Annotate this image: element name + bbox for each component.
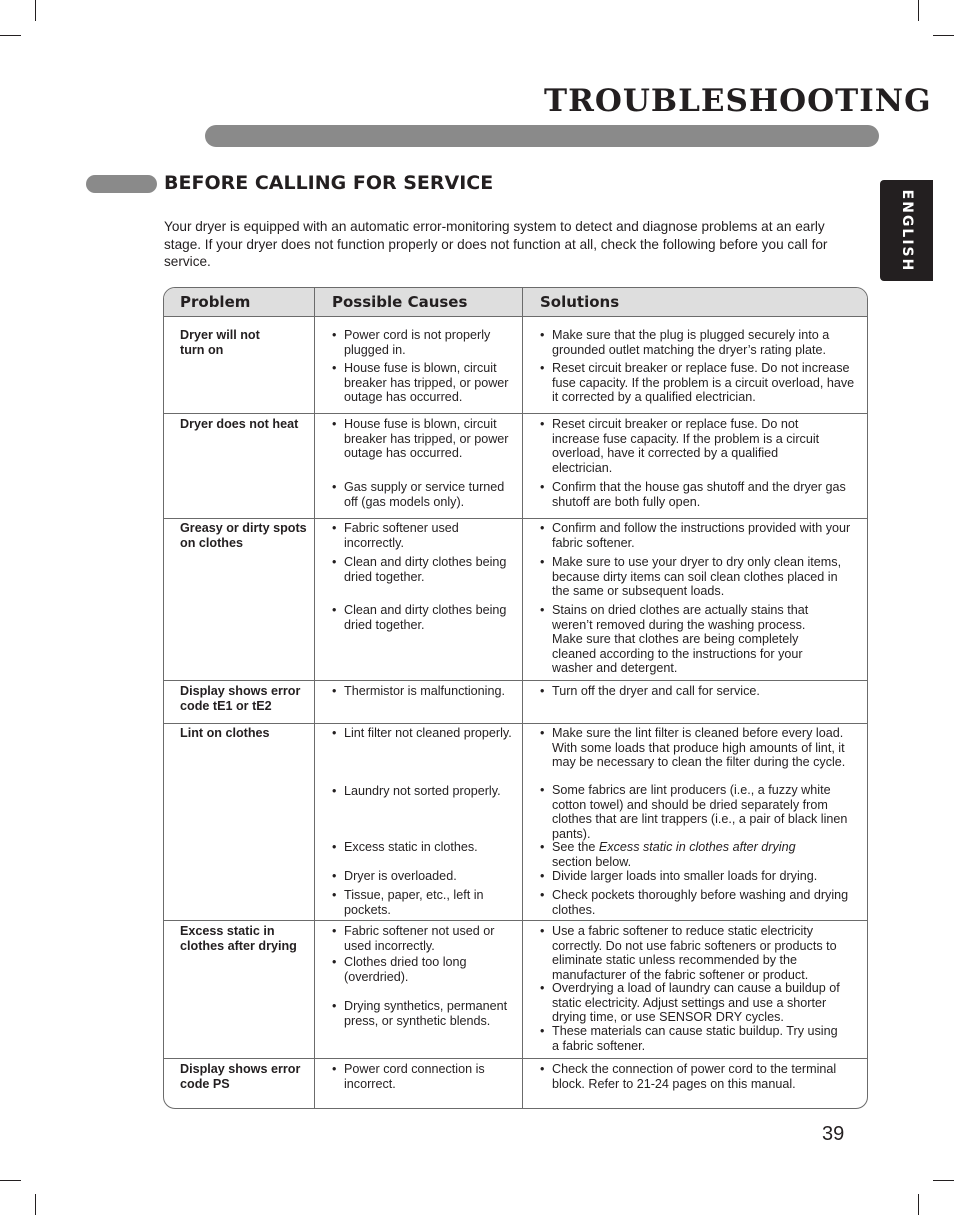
solution-item: • Check pockets thoroughly before washing and drying clothes. xyxy=(540,888,852,917)
section-heading: BEFORE CALLING FOR SERVICE xyxy=(164,172,494,194)
cause-item: • House fuse is blown, circuit breaker has tripped, or power outage has occurred. xyxy=(332,417,516,461)
solution-item xyxy=(540,840,822,869)
cause-item: • Gas supply or service turned off (gas models only). xyxy=(332,480,516,509)
column-divider xyxy=(314,288,315,1108)
section-marker-pill xyxy=(86,175,157,193)
row-divider xyxy=(164,1058,867,1059)
page-title: TROUBLESHOOTING xyxy=(544,83,932,119)
cause-item: • House fuse is blown, circuit breaker has tripped, or power outage has occurred. xyxy=(332,361,514,405)
crop-mark xyxy=(918,1194,919,1215)
cause-item: • Clothes dried too long (overdried). xyxy=(332,955,494,984)
cause-item: • Drying synthetics, permanent press, or synthetic blends. xyxy=(332,999,529,1028)
solution-text: section below. xyxy=(552,854,632,869)
cause-item: • Excess static in clothes. xyxy=(332,840,524,855)
language-tab-label: ENGLISH xyxy=(898,189,915,272)
solution-item: • Some fabrics are lint producers (i.e., a fuzzy white cotton towel) and should be dried separately from clothes that are lint trappers (i.e., a pair of black linen pants). xyxy=(540,783,852,841)
solution-item: • Make sure the lint filter is cleaned before every load. With some loads that produce high amounts of lint, it may be necessary to clean the filter during the cycle. xyxy=(540,726,852,770)
cause-item: • Clean and dirty clothes being dried together. xyxy=(332,603,519,632)
cause-item: • Power cord connection is incorrect. xyxy=(332,1062,519,1091)
problem-cell: Dryer does not heat xyxy=(180,417,299,431)
solution-italic-ref: Excess static in clothes after drying xyxy=(598,840,796,854)
cause-item: • Thermistor is malfunctioning. xyxy=(332,684,529,699)
crop-mark xyxy=(35,1194,36,1215)
crop-mark xyxy=(35,0,36,21)
solution-item: • Make sure to use your dryer to dry only clean items, because dirty items can soil clean clothes placed in the same or subsequent loads. xyxy=(540,555,852,599)
solution-item: • Stains on dried clothes are actually stains that weren’t removed during the washing process. Make sure that clothes are being completely cleaned according to the instructions for your washer and detergent. xyxy=(540,603,837,676)
column-header-causes: Possible Causes xyxy=(332,293,468,311)
solution-item: • Reset circuit breaker or replace fuse. Do not increase fuse capacity. If the problem is a circuit overload, have it corrected by a qualified electrician. xyxy=(540,417,837,475)
row-divider xyxy=(164,518,867,519)
problem-cell: Dryer will not turn on xyxy=(180,328,260,357)
page-number: 39 xyxy=(822,1123,845,1145)
solution-item: • Overdrying a load of laundry can cause a buildup of static electricity. Adjust settings and use a shorter drying time, or use SENSOR DRY cycles. xyxy=(540,981,852,1025)
problem-cell: Lint on clothes xyxy=(180,726,270,740)
crop-mark xyxy=(933,35,954,36)
cause-item: • Tissue, paper, etc., left in pockets. xyxy=(332,888,494,917)
row-divider xyxy=(164,723,867,724)
title-rule-bar xyxy=(205,125,879,147)
problem-cell: Excess static in clothes after drying xyxy=(180,924,297,953)
cause-item: • Laundry not sorted properly. xyxy=(332,784,524,799)
solution-item: • Make sure that the plug is plugged securely into a grounded outlet matching the dryer’s rating plate. xyxy=(540,328,862,357)
crop-mark xyxy=(933,1180,954,1181)
intro-paragraph: Your dryer is equipped with an automatic error-monitoring system to detect and diagnose problems at an early stage. If your dryer does not function properly or does not function at all, check the following before you call for service. xyxy=(164,219,828,269)
solution-item: • Divide larger loads into smaller loads for drying. xyxy=(540,869,862,884)
crop-mark xyxy=(0,1180,21,1181)
cause-item: • Fabric softener used incorrectly. xyxy=(332,521,519,550)
solution-item: • Confirm that the house gas shutoff and the dryer gas shutoff are both fully open. xyxy=(540,480,852,509)
solution-item: • Confirm and follow the instructions provided with your fabric softener. xyxy=(540,521,852,550)
cause-item: • Lint filter not cleaned properly. xyxy=(332,726,514,741)
cause-item: • Clean and dirty clothes being dried together. xyxy=(332,555,519,584)
solution-item: • Check the connection of power cord to the terminal block. Refer to 21-24 pages on this manual. xyxy=(540,1062,837,1091)
column-header-problem: Problem xyxy=(180,293,251,311)
row-divider xyxy=(164,680,867,681)
solution-item: • These materials can cause static buildup. Try using a fabric softener. xyxy=(540,1024,842,1053)
problem-cell: Display shows error code tE1 or tE2 xyxy=(180,684,301,713)
cause-item: • Dryer is overloaded. xyxy=(332,869,524,884)
solution-item: • Use a fabric softener to reduce static electricity correctly. Do not use fabric softeners or products to eliminate static unless recommended by the manufacturer of the fabric softener or product. xyxy=(540,924,852,982)
crop-mark xyxy=(0,35,21,36)
row-divider xyxy=(164,413,867,414)
table-header-row xyxy=(164,288,867,317)
problem-cell: Greasy or dirty spots on clothes xyxy=(180,521,307,550)
solution-text: See the xyxy=(552,840,599,854)
cause-item: • Fabric softener not used or used incorrectly. xyxy=(332,924,519,953)
language-tab xyxy=(880,180,933,281)
row-divider xyxy=(164,920,867,921)
solution-item: • Reset circuit breaker or replace fuse. Do not increase fuse capacity. If the problem is a circuit overload, have it corrected by a qualified electrician. xyxy=(540,361,862,405)
column-header-solutions: Solutions xyxy=(540,293,620,311)
problem-cell: Display shows error code PS xyxy=(180,1062,301,1091)
troubleshooting-table xyxy=(163,287,868,1109)
cause-item: • Power cord is not properly plugged in. xyxy=(332,328,514,357)
solution-item: • Turn off the dryer and call for service. xyxy=(540,684,852,699)
crop-mark xyxy=(918,0,919,21)
